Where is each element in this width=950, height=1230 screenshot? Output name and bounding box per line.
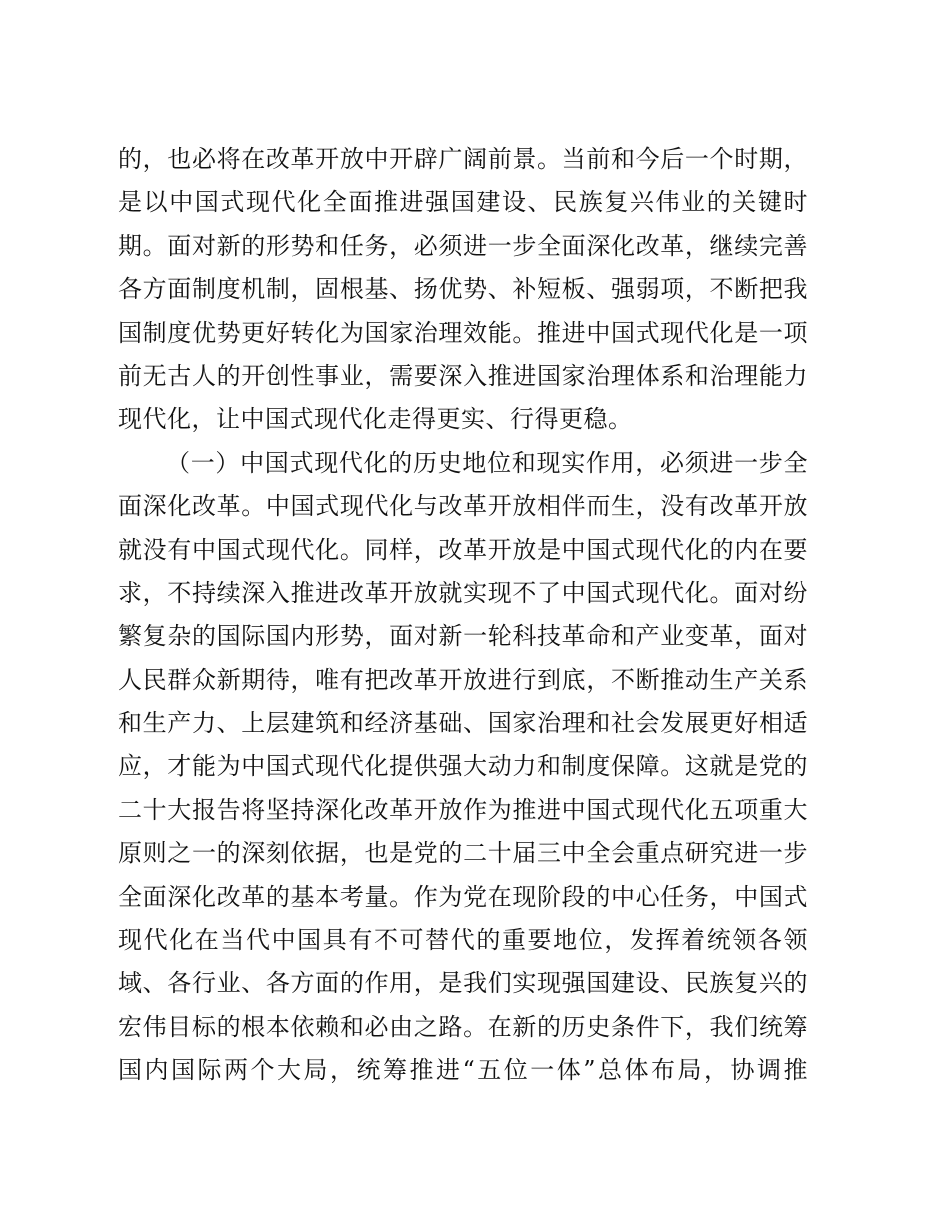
text-line: 是以中国式现代化全面推进强国建设、民族复兴伟业的关键时 [118, 188, 808, 217]
text-line: 各方面制度机制，固根基、扬优势、补短板、强弱项，不断把我 [118, 275, 808, 304]
text-line: 现代化，让中国式现代化走得更实、行得更稳。 [118, 405, 633, 434]
body-text [118, 138, 808, 1093]
text-line: 现代化在当代中国具有不可替代的重要地位，发挥着统领各领 [118, 926, 808, 955]
text-line: 的，也必将在改革开放中开辟广阔前景。当前和今后一个时期， [118, 145, 808, 173]
text-line: 国制度优势更好转化为国家治理效能。推进中国式现代化是一项 [118, 318, 808, 347]
text-line: 繁复杂的国际国内形势，面对新一轮科技革命和产业变革，面对 [118, 622, 808, 651]
text-line: 二十大报告将坚持深化改革开放作为推进中国式现代化五项重大 [118, 795, 808, 824]
text-line: 前无古人的开创性事业，需要深入推进国家治理体系和治理能力 [118, 361, 808, 390]
paragraph-continuation [118, 138, 808, 442]
text-line: 域、各行业、各方面的作用，是我们实现强国建设、民族复兴的 [118, 969, 808, 998]
text-line: 国内国际两个大局，统筹推进“五位一体”总体布局，协调推 [118, 1056, 808, 1085]
text-line: 全面深化改革的基本考量。作为党在现阶段的中心任务，中国式 [118, 882, 808, 911]
text-line: 求，不持续深入推进改革开放就实现不了中国式现代化。面对纷 [118, 578, 808, 607]
text-line: 面深化改革。中国式现代化与改革开放相伴而生，没有改革开放 [118, 492, 808, 521]
section-heading-line: （一）中国式现代化的历史地位和现实作用，必须进一步全 [166, 448, 808, 477]
paragraph-section-one [118, 442, 808, 1093]
text-line: 和生产力、上层建筑和经济基础、国家治理和社会发展更好相适 [118, 709, 808, 738]
text-line: 人民群众新期待，唯有把改革开放进行到底，不断推动生产关系 [118, 665, 808, 694]
text-line: 期。面对新的形势和任务，必须进一步全面深化改革，继续完善 [118, 231, 808, 260]
text-line: 就没有中国式现代化。同样，改革开放是中国式现代化的内在要 [118, 535, 808, 564]
text-line: 原则之一的深刻依据，也是党的二十届三中全会重点研究进一步 [118, 839, 808, 868]
text-line: 应，才能为中国式现代化提供强大动力和制度保障。这就是党的 [118, 752, 808, 781]
text-line: 宏伟目标的根本依赖和必由之路。在新的历史条件下，我们统筹 [118, 1012, 808, 1041]
